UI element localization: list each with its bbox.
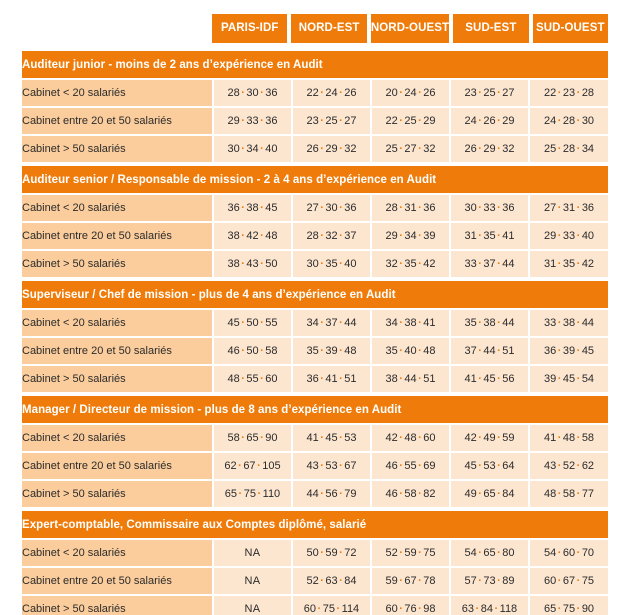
row-label: Cabinet > 50 salariés [22, 595, 213, 615]
row-label: Cabinet < 20 salariés [22, 539, 213, 567]
salary-cell: 60 · 75 · 114 [292, 595, 371, 615]
salary-cell: 60 · 67 · 75 [529, 567, 608, 595]
salary-cell: 34 · 37 · 44 [292, 309, 371, 337]
salary-cell: 39 · 45 · 54 [529, 365, 608, 393]
row-label: Cabinet entre 20 et 50 salariés [22, 567, 213, 595]
salary-cell: 42 · 49 · 59 [450, 424, 529, 452]
salary-cell: 63 · 84 · 118 [450, 595, 529, 615]
salary-cell: 42 · 48 · 60 [371, 424, 450, 452]
salary-cell: 27 · 31 · 36 [529, 194, 608, 222]
salary-cell: 41 · 48 · 58 [529, 424, 608, 452]
salary-cell: 27 · 30 · 36 [292, 194, 371, 222]
table-row [22, 222, 608, 250]
table-row [22, 365, 608, 393]
row-label: Cabinet > 50 salariés [22, 480, 213, 508]
section-header-row [22, 396, 608, 424]
row-label: Cabinet < 20 salariés [22, 194, 213, 222]
salary-cell: 45 · 50 · 55 [213, 309, 292, 337]
table-row [22, 337, 608, 365]
salary-cell: 58 · 65 · 90 [213, 424, 292, 452]
salary-cell: 38 · 44 · 51 [371, 365, 450, 393]
salary-cell: 35 · 39 · 48 [292, 337, 371, 365]
table-row [22, 424, 608, 452]
salary-cell: 43 · 53 · 67 [292, 452, 371, 480]
region-header-paris-idf[interactable]: PARIS-IDF [212, 14, 287, 43]
salary-cell: 57 · 73 · 89 [450, 567, 529, 595]
salary-cell: 52 · 63 · 84 [292, 567, 371, 595]
table-row [22, 480, 608, 508]
salary-table [22, 51, 608, 615]
row-label: Cabinet < 20 salariés [22, 79, 213, 107]
section-header-row [22, 281, 608, 309]
row-label: Cabinet < 20 salariés [22, 309, 213, 337]
table-row [22, 135, 608, 163]
salary-cell: 22 · 24 · 26 [292, 79, 371, 107]
salary-cell: 36 · 38 · 45 [213, 194, 292, 222]
salary-cell: 25 · 28 · 34 [529, 135, 608, 163]
salary-cell: 23 · 25 · 27 [292, 107, 371, 135]
salary-cell: NA [213, 595, 292, 615]
salary-cell: 29 · 33 · 36 [213, 107, 292, 135]
section-header-row [22, 166, 608, 194]
salary-cell: 34 · 38 · 41 [371, 309, 450, 337]
section-title: Auditeur senior / Responsable de mission - 2 à 4 ans d’expérience en Audit [22, 166, 608, 194]
salary-cell: 37 · 44 · 51 [450, 337, 529, 365]
table-row [22, 250, 608, 278]
salary-cell: 22 · 25 · 29 [371, 107, 450, 135]
salary-cell: 38 · 42 · 48 [213, 222, 292, 250]
salary-cell: 30 · 35 · 40 [292, 250, 371, 278]
row-label: Cabinet > 50 salariés [22, 135, 213, 163]
salary-cell: 41 · 45 · 56 [450, 365, 529, 393]
salary-cell: 35 · 38 · 44 [450, 309, 529, 337]
section-header-row [22, 511, 608, 539]
salary-cell: 22 · 23 · 28 [529, 79, 608, 107]
section-title: Superviseur / Chef de mission - plus de 4 ans d’expérience en Audit [22, 281, 608, 309]
region-header-sud-ouest[interactable]: SUD-OUEST [533, 14, 608, 43]
region-header-nord-ouest[interactable]: NORD-OUEST [371, 14, 449, 43]
salary-cell: 45 · 53 · 64 [450, 452, 529, 480]
salary-cell: 28 · 31 · 36 [371, 194, 450, 222]
table-row [22, 107, 608, 135]
salary-cell: 48 · 55 · 60 [213, 365, 292, 393]
salary-cell: 29 · 33 · 40 [529, 222, 608, 250]
salary-cell: 33 · 38 · 44 [529, 309, 608, 337]
salary-cell: NA [213, 567, 292, 595]
salary-cell: 20 · 24 · 26 [371, 79, 450, 107]
table-row [22, 309, 608, 337]
salary-cell: 36 · 41 · 51 [292, 365, 371, 393]
section-title: Expert-comptable, Commissaire aux Comptes diplômé, salarié [22, 511, 608, 539]
salary-cell: 49 · 65 · 84 [450, 480, 529, 508]
table-row [22, 595, 608, 615]
salary-cell: 26 · 29 · 32 [450, 135, 529, 163]
salary-cell: 26 · 29 · 32 [292, 135, 371, 163]
row-label: Cabinet entre 20 et 50 salariés [22, 337, 213, 365]
salary-cell: 25 · 27 · 32 [371, 135, 450, 163]
salary-cell: 29 · 34 · 39 [371, 222, 450, 250]
salary-cell: 50 · 59 · 72 [292, 539, 371, 567]
section-title: Auditeur junior - moins de 2 ans d’expérience en Audit [22, 51, 608, 79]
salary-cell: 62 · 67 · 105 [213, 452, 292, 480]
salary-cell: 46 · 58 · 82 [371, 480, 450, 508]
salary-cell: 44 · 56 · 79 [292, 480, 371, 508]
section-header-row [22, 51, 608, 79]
salary-cell: 59 · 67 · 78 [371, 567, 450, 595]
salary-cell: 60 · 76 · 98 [371, 595, 450, 615]
region-header-sud-est[interactable]: SUD-EST [453, 14, 528, 43]
salary-cell: 43 · 52 · 62 [529, 452, 608, 480]
salary-cell: 46 · 50 · 58 [213, 337, 292, 365]
table-row [22, 539, 608, 567]
region-header-nord-est[interactable]: NORD-EST [291, 14, 366, 43]
salary-cell: 65 · 75 · 110 [213, 480, 292, 508]
salary-cell: 54 · 60 · 70 [529, 539, 608, 567]
salary-cell: 33 · 37 · 44 [450, 250, 529, 278]
table-row [22, 79, 608, 107]
salary-cell: 32 · 35 · 42 [371, 250, 450, 278]
salary-cell: 46 · 55 · 69 [371, 452, 450, 480]
table-row [22, 194, 608, 222]
row-label: Cabinet > 50 salariés [22, 365, 213, 393]
salary-cell: 28 · 30 · 36 [213, 79, 292, 107]
salary-cell: 31 · 35 · 41 [450, 222, 529, 250]
row-label: Cabinet entre 20 et 50 salariés [22, 222, 213, 250]
row-label: Cabinet entre 20 et 50 salariés [22, 452, 213, 480]
salary-cell: 30 · 34 · 40 [213, 135, 292, 163]
salary-cell: 28 · 32 · 37 [292, 222, 371, 250]
salary-cell: 31 · 35 · 42 [529, 250, 608, 278]
salary-cell: 48 · 58 · 77 [529, 480, 608, 508]
table-row [22, 567, 608, 595]
salary-cell: 23 · 25 · 27 [450, 79, 529, 107]
row-label: Cabinet > 50 salariés [22, 250, 213, 278]
section-title: Manager / Directeur de mission - plus de 8 ans d’expérience en Audit [22, 396, 608, 424]
region-column-headers [212, 14, 608, 43]
salary-cell: 36 · 39 · 45 [529, 337, 608, 365]
salary-cell: 30 · 33 · 36 [450, 194, 529, 222]
salary-cell: NA [213, 539, 292, 567]
salary-cell: 38 · 43 · 50 [213, 250, 292, 278]
salary-cell: 24 · 28 · 30 [529, 107, 608, 135]
salary-cell: 24 · 26 · 29 [450, 107, 529, 135]
salary-cell: 52 · 59 · 75 [371, 539, 450, 567]
salary-cell: 41 · 45 · 53 [292, 424, 371, 452]
salary-cell: 65 · 75 · 90 [529, 595, 608, 615]
salary-cell: 54 · 65 · 80 [450, 539, 529, 567]
row-label: Cabinet < 20 salariés [22, 424, 213, 452]
table-row [22, 452, 608, 480]
salary-cell: 35 · 40 · 48 [371, 337, 450, 365]
row-label: Cabinet entre 20 et 50 salariés [22, 107, 213, 135]
